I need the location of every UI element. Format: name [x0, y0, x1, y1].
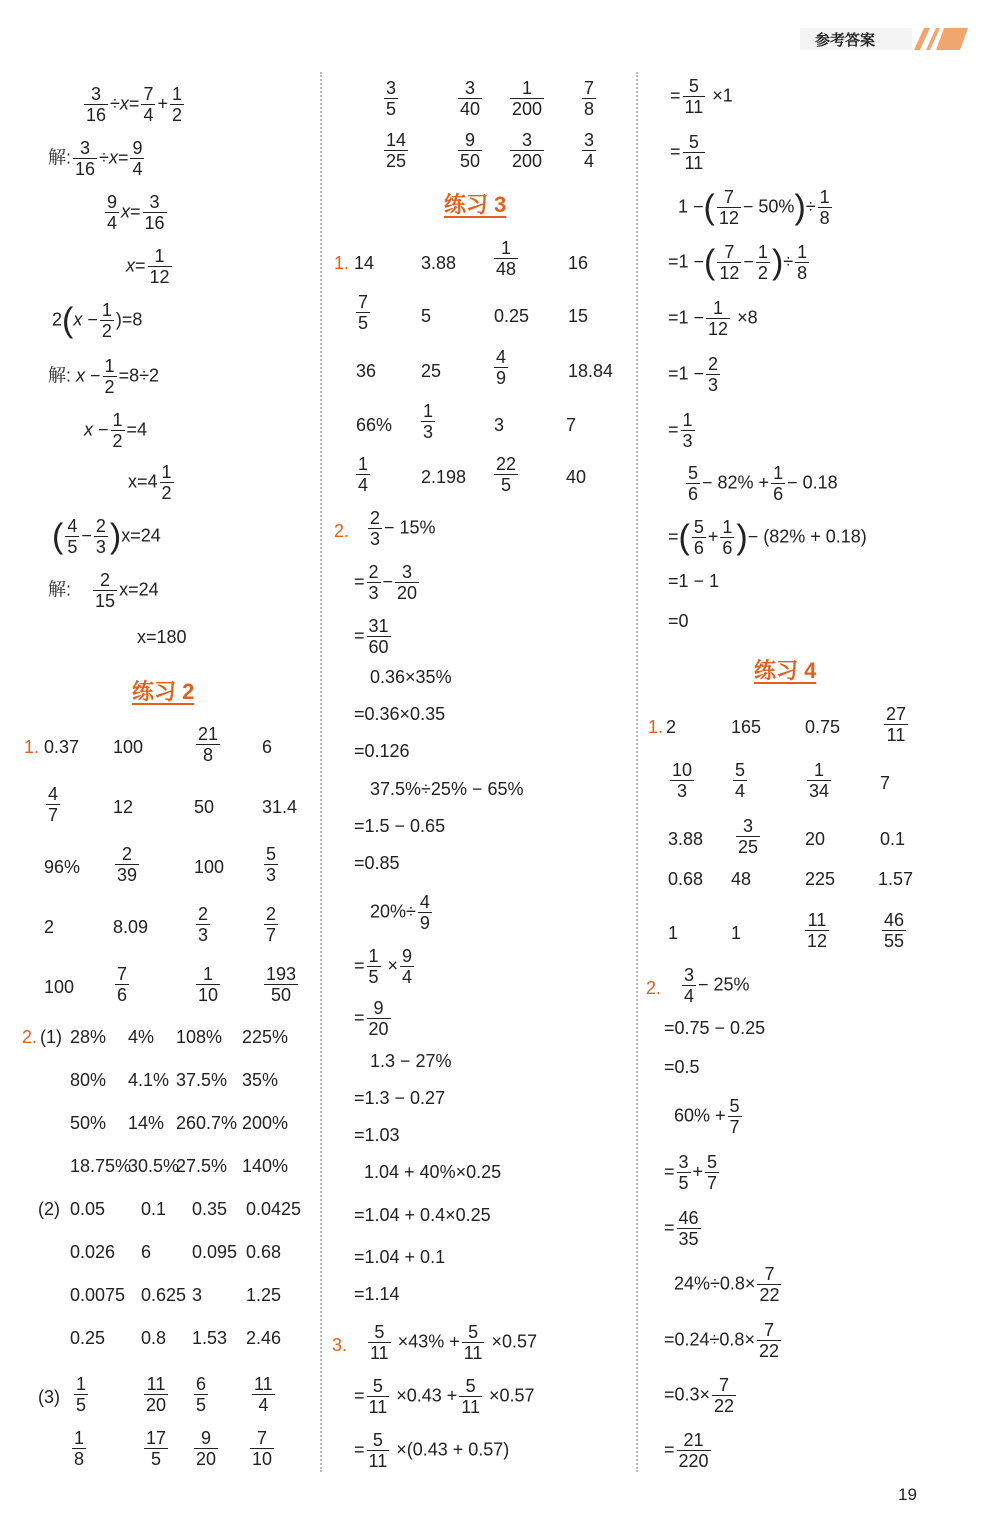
answer: 5: [421, 306, 432, 326]
answer: 96%: [44, 857, 81, 877]
answer: $\frac{2}{7}$: [266, 904, 277, 945]
calc-line: $\frac{5}{6}$ − 82% + $\frac{1}{6}$ − 0.18: [688, 463, 838, 504]
grid-cell: 0.8: [141, 1328, 167, 1348]
answer: $\frac{1}{5}$: [76, 1374, 87, 1415]
answer: 1: [731, 923, 742, 943]
answer: $\frac{17}{5}$: [146, 1428, 167, 1469]
q2-label: 2.: [646, 978, 662, 998]
answer: $\frac{1}{3}$: [423, 401, 434, 442]
answer: 0.68: [668, 869, 704, 889]
header-badge: [805, 24, 955, 54]
answer: 8.09: [113, 917, 149, 937]
answer: 6: [262, 737, 273, 757]
part-label: (3): [38, 1387, 60, 1407]
calc-line: = $\frac{5}{11}$ ×0.43 + $\frac{5}{11}$ ×0.57: [354, 1376, 535, 1417]
grid-cell: 28%: [70, 1027, 107, 1047]
answer: 100: [194, 857, 225, 877]
equation-line: ( $\frac{4}{5}$ − $\frac{2}{3}$ )x=24: [52, 516, 161, 557]
calc-line: =1 −( $\frac{7}{12}$ − $\frac{1}{2}$ )÷ $\frac{1}{8}$: [668, 242, 808, 283]
calc-line: = $\frac{5}{11}$ ×(0.43 + 0.57): [354, 1430, 510, 1471]
calc-line: 60% + $\frac{5}{7}$: [674, 1096, 740, 1137]
answer: $\frac{22}{5}$: [496, 454, 517, 495]
answer: $\frac{4}{9}$: [496, 347, 507, 388]
answer: $\frac{1}{10}$: [198, 964, 219, 1005]
calc-line: =1 − $\frac{1}{12}$ ×8: [668, 298, 758, 339]
grid-cell: 260.7%: [176, 1113, 238, 1133]
answer: 7: [880, 773, 891, 793]
calc-line: $\frac{2}{3}$ − 15%: [370, 508, 436, 549]
answer: $\frac{2}{39}$: [117, 844, 138, 885]
answer: $\frac{5}{4}$: [735, 760, 746, 801]
calc-line: 1.3 − 27%: [370, 1051, 452, 1071]
calc-line: 20%÷ $\frac{4}{9}$: [370, 892, 430, 933]
q1-label: 1.: [24, 737, 40, 757]
answer: 2.198: [421, 467, 467, 487]
column-divider-1: [320, 72, 322, 1472]
answer: 3.88: [421, 253, 457, 273]
equation-line: $\frac{3}{16}$ ÷x= $\frac{7}{4}$ + $\frac{1}{2}$: [86, 84, 182, 125]
grid-cell: 3: [192, 1285, 203, 1305]
answer: $\frac{2}{3}$: [198, 904, 209, 945]
q2-label: 2.: [334, 521, 350, 541]
answer: 48: [731, 869, 752, 889]
answer: $\frac{1}{200}$: [512, 78, 543, 119]
calc-line: 1.04 + 40%×0.25: [364, 1162, 502, 1182]
calc-line: = $\frac{46}{35}$: [664, 1208, 699, 1249]
answer: 40: [566, 467, 587, 487]
grid-cell: 108%: [176, 1027, 223, 1047]
grid-cell: 140%: [242, 1156, 289, 1176]
answer: 0.75: [805, 717, 841, 737]
answer: $\frac{1}{8}$: [74, 1428, 85, 1469]
answer: $\frac{3}{200}$: [512, 130, 543, 171]
equation-line: x=4 $\frac{1}{2}$: [128, 462, 172, 503]
calc-line: =1.03: [354, 1125, 400, 1145]
grid-cell: 1.53: [192, 1328, 228, 1348]
answer: $\frac{27}{11}$: [886, 704, 907, 745]
answer: $\frac{3}{25}$: [738, 816, 759, 857]
answer: $\frac{46}{55}$: [884, 910, 905, 951]
answer: 31.4: [262, 797, 298, 817]
section-heading-4: 练习 4: [754, 658, 817, 683]
answer: $\frac{3}{4}$: [584, 130, 595, 171]
calc-line: =0.85: [354, 853, 400, 873]
equation-line: 解: $\frac{2}{15}$ x=24: [48, 570, 159, 611]
answer: $\frac{7}{10}$: [252, 1428, 273, 1469]
answer: 16: [568, 253, 589, 273]
answer: $\frac{14}{25}$: [386, 130, 407, 171]
calc-line: = $\frac{5}{11}$ ×1: [670, 76, 733, 117]
calc-line: 0.36×35%: [370, 667, 452, 687]
calc-line: =0: [668, 611, 689, 631]
grid-cell: 14%: [128, 1113, 165, 1133]
calc-line: 37.5%÷25% − 65%: [370, 779, 524, 799]
grid-cell: 0.35: [192, 1199, 228, 1219]
part-label: (2): [38, 1199, 60, 1219]
grid-cell: 50%: [70, 1113, 107, 1133]
answer: $\frac{3}{5}$: [386, 78, 397, 119]
page-number: 19: [898, 1485, 917, 1504]
calc-line: =1.04 + 0.1: [354, 1247, 446, 1267]
calc-line: =0.75 − 0.25: [664, 1018, 766, 1038]
calc-line: = $\frac{1}{5}$ × $\frac{9}{4}$: [354, 946, 413, 987]
answer: $\frac{4}{7}$: [48, 784, 59, 825]
grid-cell: 0.095: [192, 1242, 238, 1262]
calc-line: 1 −( $\frac{7}{12}$ − 50%)÷ $\frac{1}{8}$: [678, 187, 830, 228]
grid-cell: 4%: [128, 1027, 155, 1047]
answer: 36: [356, 361, 377, 381]
grid-cell: 30.5%: [128, 1156, 180, 1176]
answer: 18.84: [568, 361, 614, 381]
equation-line: 解: $\frac{3}{16}$ ÷x= $\frac{9}{4}$: [48, 138, 143, 179]
q3-label: 3.: [332, 1335, 348, 1355]
answer: 50: [194, 797, 215, 817]
answer: $\frac{5}{3}$: [266, 844, 277, 885]
grid-cell: 6: [141, 1242, 152, 1262]
answer: 12: [113, 797, 134, 817]
grid-cell: 0.68: [246, 1242, 282, 1262]
answer: $\frac{11}{4}$: [254, 1374, 273, 1415]
calc-line: = $\frac{21}{220}$: [664, 1430, 709, 1471]
grid-cell: 0.05: [70, 1199, 106, 1219]
answer: $\frac{9}{20}$: [196, 1428, 217, 1469]
calc-line: =1.14: [354, 1284, 400, 1304]
grid-cell: 4.1%: [128, 1070, 170, 1090]
calc-line: = $\frac{9}{20}$: [354, 998, 389, 1039]
answer: 225: [805, 869, 836, 889]
answer: $\frac{10}{3}$: [672, 760, 693, 801]
answer: $\frac{7}{5}$: [358, 292, 369, 333]
grid-cell: 0.25: [70, 1328, 106, 1348]
answer: 14: [354, 253, 375, 273]
grid-cell: 27.5%: [176, 1156, 228, 1176]
answer: $\frac{11}{20}$: [146, 1374, 167, 1415]
answer: 2: [666, 717, 677, 737]
grid-cell: 225%: [242, 1027, 289, 1047]
calc-line: = $\frac{1}{3}$: [668, 410, 693, 451]
calc-line: = $\frac{3}{5}$ + $\frac{5}{7}$: [664, 1152, 718, 1193]
calc-line: = $\frac{31}{60}$: [354, 616, 389, 657]
calc-line: =0.24÷0.8× $\frac{7}{22}$: [664, 1320, 779, 1361]
grid-cell: 0.0425: [246, 1199, 302, 1219]
grid-cell: 2.46: [246, 1328, 282, 1348]
answer: $\frac{1}{48}$: [496, 238, 517, 279]
q1-label: 1.: [334, 253, 350, 273]
equation-line: x= $\frac{1}{12}$: [126, 246, 170, 287]
grid-cell: 1.25: [246, 1285, 282, 1305]
answer: 165: [731, 717, 762, 737]
equation-line: x − $\frac{1}{2}$ =4: [84, 410, 148, 451]
answer: 2: [44, 917, 55, 937]
grid-cell: 0.625: [141, 1285, 187, 1305]
answer: 3.88: [668, 829, 704, 849]
header-title: 参考答案: [815, 32, 876, 49]
grid-cell: 18.75%: [70, 1156, 132, 1176]
calc-line: =1.3 − 0.27: [354, 1088, 446, 1108]
answer: 0.1: [880, 829, 906, 849]
answer: 1.57: [878, 869, 914, 889]
equation-line: $\frac{9}{4}$ x= $\frac{3}{16}$: [107, 192, 165, 233]
grid-cell: 200%: [242, 1113, 289, 1133]
section-heading-3: 练习 3: [444, 192, 507, 217]
answer: $\frac{7}{6}$: [117, 964, 128, 1005]
answer: $\frac{3}{40}$: [460, 78, 481, 119]
answer: 20: [805, 829, 826, 849]
answer: $\frac{7}{8}$: [584, 78, 595, 119]
q1-label: 1.: [648, 717, 664, 737]
answer: 0.37: [44, 737, 80, 757]
grid-cell: 80%: [70, 1070, 107, 1090]
grid-cell: 0.026: [70, 1242, 116, 1262]
grid-cell: 35%: [242, 1070, 279, 1090]
answer: $\frac{21}{8}$: [198, 724, 219, 765]
calc-line: 24%÷0.8× $\frac{7}{22}$: [674, 1264, 780, 1305]
grid-cell: 37.5%: [176, 1070, 228, 1090]
calc-line: =1 − 1: [668, 571, 720, 591]
answer: 100: [113, 737, 144, 757]
answer: 15: [568, 306, 589, 326]
calc-line: =0.126: [354, 741, 410, 761]
answer: 7: [566, 415, 577, 435]
calc-line: = $\frac{2}{3}$ − $\frac{3}{20}$: [354, 562, 418, 603]
equation-line: 解: x − $\frac{1}{2}$ =8÷2: [48, 356, 159, 397]
calc-line: =0.3× $\frac{7}{22}$: [664, 1375, 735, 1416]
answer: 100: [44, 977, 75, 997]
section-heading-2: 练习 2: [132, 679, 195, 704]
calc-line: =1.5 − 0.65: [354, 816, 446, 836]
answer: $\frac{6}{5}$: [196, 1374, 207, 1415]
answer: $\frac{193}{50}$: [266, 964, 297, 1005]
answer: 66%: [356, 415, 393, 435]
calc-line: =( $\frac{5}{6}$ + $\frac{1}{6}$ )− (82% + 0.18): [668, 517, 867, 558]
grid-cell: 0.0075: [70, 1285, 126, 1305]
answer: 1: [668, 923, 679, 943]
calc-line: $\frac{3}{4}$ − 25%: [684, 965, 750, 1006]
answer: $\frac{11}{12}$: [807, 910, 828, 951]
answer: $\frac{1}{34}$: [809, 760, 830, 801]
answer: $\frac{9}{50}$: [460, 130, 481, 171]
part-label: (1): [40, 1027, 62, 1047]
answer: 25: [421, 361, 442, 381]
answer: 3: [494, 415, 505, 435]
q2-label: 2.: [22, 1027, 38, 1047]
answer: $\frac{1}{4}$: [358, 454, 369, 495]
calc-line: = $\frac{5}{11}$: [670, 132, 704, 173]
answer: 0.25: [494, 306, 530, 326]
equation-line: 2(x − $\frac{1}{2}$ )=8: [52, 300, 143, 341]
column-divider-2: [636, 72, 638, 1472]
calc-line: $\frac{5}{11}$ ×43% + $\frac{5}{11}$ ×0.57: [370, 1322, 538, 1363]
calc-line: =1.04 + 0.4×0.25: [354, 1205, 491, 1225]
grid-cell: 0.1: [141, 1199, 167, 1219]
calc-line: =0.5: [664, 1057, 700, 1077]
calc-line: =0.36×0.35: [354, 704, 446, 724]
calc-line: =1 − $\frac{2}{3}$: [668, 354, 719, 395]
equation-line: x=180: [137, 627, 187, 647]
